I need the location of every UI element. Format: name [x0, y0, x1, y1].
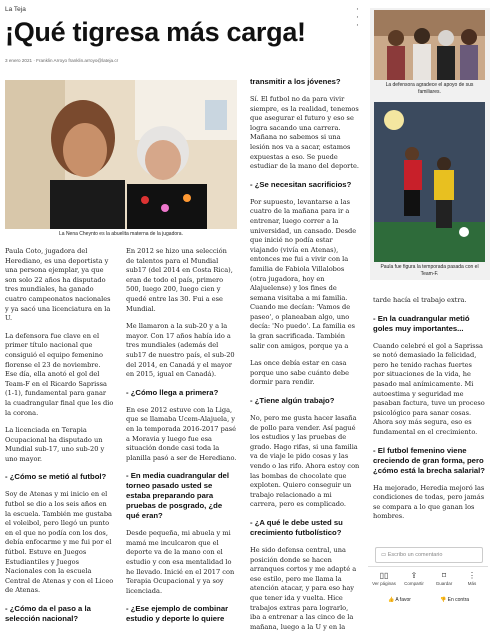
question-heading: - En media cuadrangular del torneo pasado usted se estaba preparando para pruebas de posgrado, ¿de qué eran? — [126, 471, 229, 521]
question-heading: - ¿Se necesitan sacrificios? — [250, 179, 352, 189]
bookmark-button[interactable] — [432, 571, 456, 586]
article-column-4 — [373, 296, 485, 546]
more-vertical-icon[interactable]: · · · — [356, 5, 359, 31]
vote-up-button[interactable]: 👍 A favor — [388, 597, 411, 603]
paragraph: Cuando celebré el gol a Saprissa se notó demasiado la felicidad, pero he tenido rachas fuertes por situaciones de la vida, he pasado mal anímicamente. Mi autoestima y seguridad me pasaban factura, tuve un proceso psicológico para sanar cosas. Ahora soy más segura, eso es fundamental en el crecimiento. — [373, 341, 485, 436]
share-button[interactable] — [402, 571, 426, 586]
toolbar-label: Guardar — [435, 581, 453, 586]
more-button[interactable] — [460, 571, 484, 586]
right-photo-bottom — [374, 102, 485, 262]
question-heading: - ¿Cómo llega a primera? — [126, 387, 219, 397]
bottom-toolbar — [368, 566, 488, 610]
article-column-3 — [250, 77, 360, 631]
question-heading: - ¿Tiene algún trabajo? — [250, 396, 335, 406]
comment-icon: ▭ — [381, 552, 388, 558]
paragraph: Paula Coto, jugadora del Herediano, es una deportista y una persona ejemplar, ya que son solo 22 años ha disputado tres mundiales, ha ganado cuatro campeonatos nacionales y ya sacó una licenciatura en la U. — [5, 247, 111, 323]
paragraph: La licenciada en Terapia Ocupacional ha disputado un Mundial sub-17, uno sub-20 y uno mayor. — [5, 426, 105, 463]
publication-name: La Teja — [5, 6, 26, 13]
more-icon: ⋮ — [468, 571, 476, 580]
paragraph: Sí. El futbol no da para vivir siempre, es la realidad, tenemos que asegurar el futuro y eso se logra sacando una carrera. Mañana no sabemos si una lesión nos va a sacar, estamos expuestas a eso. Se puede estudiar de la mano del deporte. — [250, 95, 359, 171]
article-column-1 — [5, 247, 114, 623]
paragraph: Soy de Atenas y mi inicio en el futbol se dio a los seis años en la escuela. También me gustaba el voleibol, pero llegó un punto en el que no podía con los dos, debía enfocarme y me fui por el fútbol. Estuve en Juegos Estudiantiles y Juegos Nacionales con la escuela Central de Atenas y con el Liceo de Atenas. — [5, 490, 114, 595]
vote-down-button[interactable]: 👎 En contra — [440, 597, 470, 603]
paragraph: Por supuesto, levantarse a las cuatro de la mañana para ir a entrenar, luego correr a la universidad, un cansado. Desde que inicié no podía estar viajando (vivía en Atenas), entonces me fui a vivir con la familia de Fabiola Villalobos (otra jugadora, hoy en Alajuelense) y los fines de semana visitaba a mi familia. Cuando me decían: 'Vamos de paseo', o planeaban algo, uno decía: 'No puedo'. La familia es la gran sacrificada. También salir con amigos, porque ya a — [250, 197, 357, 350]
thumbs-down-icon: 👎 — [440, 597, 447, 603]
article-column-2 — [126, 247, 237, 624]
toolbar-label: Ver páginas — [372, 581, 396, 586]
question-heading: - ¿Cómo se metió al futbol? — [5, 472, 107, 482]
main-photo-caption: La Nena Cheynto es la abuelita materna de la jugadora. — [59, 231, 183, 237]
paragraph: En ese 2012 estuve con la Liga, que se llamaba Ucem-Alajuela, y en la temporada 2016-2017 pasé a Moravia y luego fue esa situación donde casi toda la planilla pasó a ser de Herediano. — [126, 405, 237, 462]
toolbar-label: Compartir — [404, 581, 424, 586]
paragraph: Ha mejorado, Heredia mejoró las condiciones de todas, pero jamás se compara a lo que ganan los hombres. — [373, 483, 485, 521]
right-photo-bottom-caption: Paula fue figura la temporada pasada con el Team-F. — [380, 264, 479, 277]
article-byline: 3 enero 2021 · Franklin Arroyo franklin.arroyo@lateja.cr — [5, 58, 119, 63]
question-heading: - El futbol femenino viene creciendo de gran forma, pero ¿cómo está la brecha salarial? — [373, 445, 485, 475]
thumbs-up-icon: 👍 — [388, 597, 395, 603]
question-heading: - En la cuadrangular metió goles muy importantes... — [373, 313, 470, 333]
pages-button[interactable] — [372, 571, 396, 586]
question-heading: - ¿A qué le debe usted su crecimiento futbolístico? — [250, 517, 343, 537]
main-photo — [5, 80, 237, 229]
paragraph: En 2012 se hizo una selección de talentos para el Mundial sub17 (del 2014 en Costa Rica), eran de todo el país, primero 500, luego 200, luego cien y quedé entre las 30. Fui a ese Mundial. — [126, 247, 233, 313]
paragraph: He sido defensa central, una posición donde se hacen arranques cortos y me adapté a ese estilo, pero me llama la atención atacar, y para eso hay que tener ida y vuelta. Hice trabajos extras para lograrlo, iba a entrenar a las cinco de la mañana, luego a la U y en la — [250, 545, 357, 631]
toolbar-label: Más — [467, 581, 477, 586]
paragraph: tarde hacía el trabajo extra. — [373, 296, 467, 304]
paragraph: Me llamaron a la sub-20 y a la mayor. Con 17 años había ido a tres mundiales (además del sub17 de nuestro país, el sub-20 del 2014, en Canadá y el mayor en 2015, igual en Canadá). — [126, 322, 235, 379]
right-photo-top — [374, 10, 485, 80]
paragraph: Desde pequeña, mi abuela y mi mamá me inculcaron que el deporte va de la mano con el estudio y con esa mentalidad lo he llevado. Inicié en el 2017 con Terapia Ocupacional y ya soy licenciada. — [126, 529, 235, 595]
bookmark-icon: ⌑ — [441, 571, 447, 580]
paragraph: La defensora fue clave en el primer título nacional que consiguió el equipo femenino florense el 23 de noviembre. Ese día, ella anotó el gol del Team-F en el Ricardo Saprissa (1-1), fundamental para ganar la cuadrangular final que les dio la corona. — [5, 331, 114, 417]
question-heading: transmitir a los jóvenes? — [250, 77, 341, 86]
article-title: ¡Qué tigresa más carga! — [5, 17, 306, 47]
paragraph: Las once debía estar en casa porque uno sabe cuánto debe dormir para rendir. — [250, 359, 349, 387]
pages-icon: ▯▯ — [379, 571, 389, 580]
paragraph: No, pero me gusta hacer lasaña de pollo para vender. Así pagué los estudios y las pruebas de grado. Hago rifas, si una familia va de viaje le pido cosas y las vendo o las rifo. Ahora estoy con las bombas de chocolate que exploten. Quiero conseguir un trabajo relacionado a mi carrera, pero es complicado. — [250, 414, 360, 509]
right-photo-top-caption: La defensora agradece el apoyo de sus familiares. — [385, 82, 474, 95]
question-heading: - ¿Cómo da el paso a la selección nacional? — [5, 604, 91, 623]
comment-input[interactable]: ▭ Escribo un comentario — [375, 547, 483, 563]
share-icon: ⇪ — [410, 571, 418, 580]
question-heading: - ¿Ese ejemplo de combinar estudio y deporte lo quiere — [126, 604, 229, 624]
